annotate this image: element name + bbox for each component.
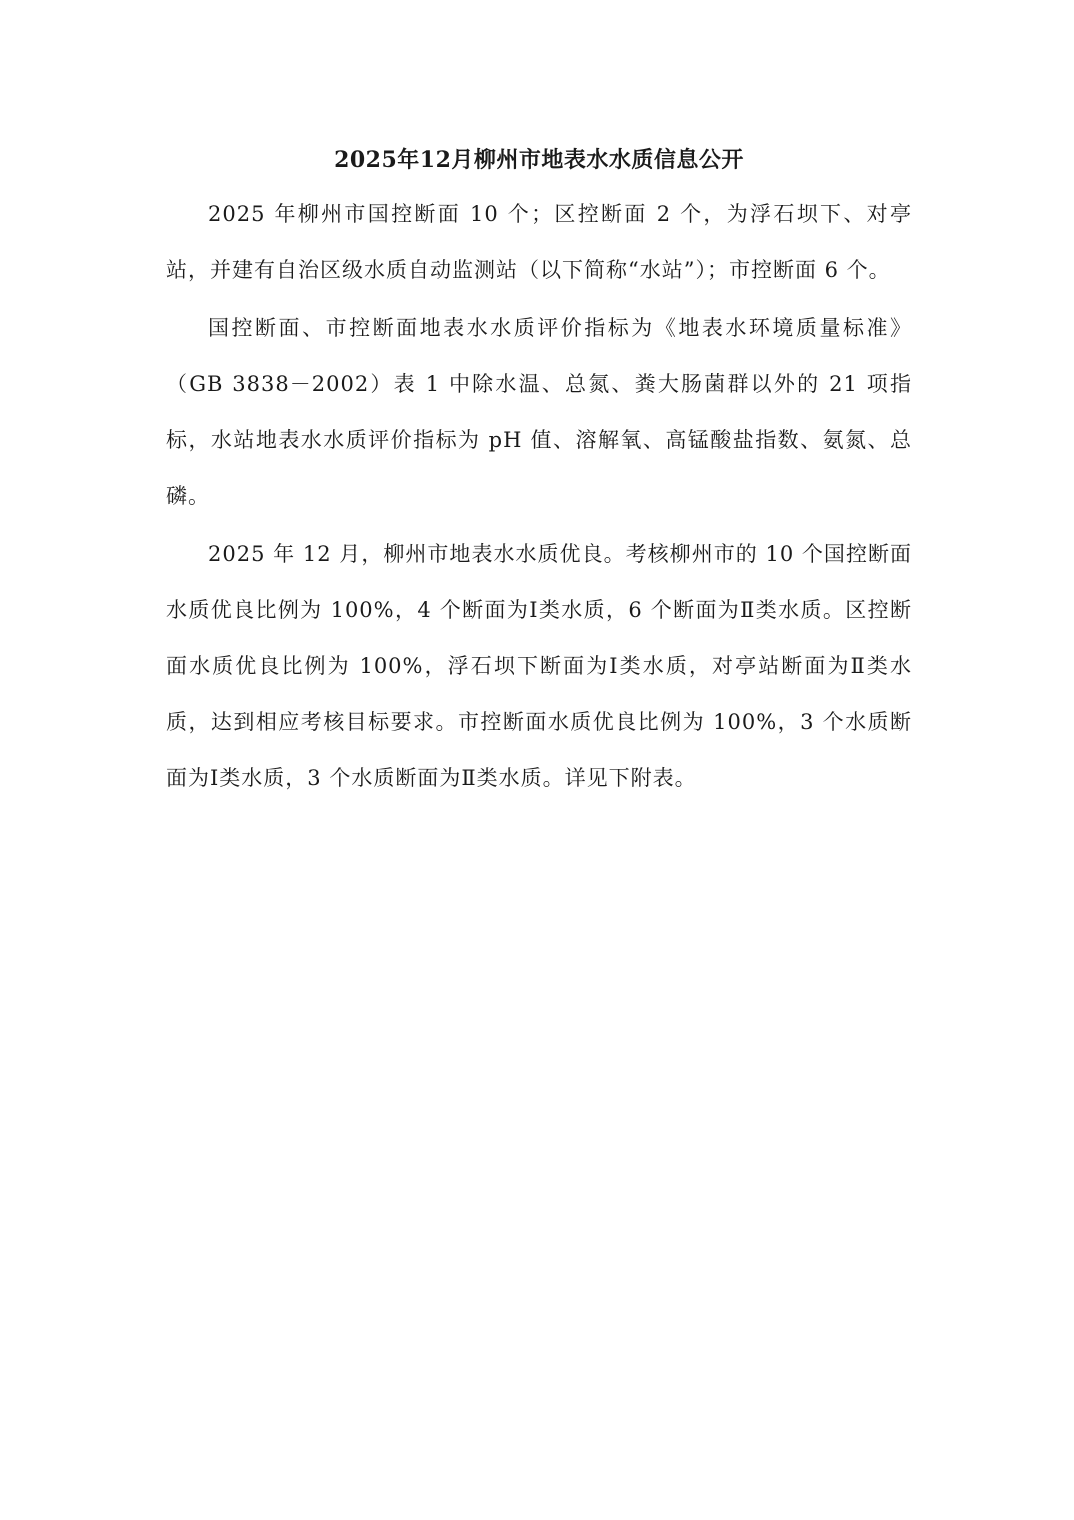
document-title: 2025年12月柳州市地表水水质信息公开 (334, 147, 744, 173)
document-body (166, 138, 912, 806)
paragraph-december-results: 2025 年 12 月，柳州市地表水水质优良。考核柳州市的 10 个国控断面水质优良比例为 100%，4 个断面为Ⅰ类水质，6 个断面为Ⅱ类水质。区控断面水质优良比例为 100%，浮石坝下断面为Ⅰ类水质，对亭站断面为Ⅱ类水质，达到相应考核目标要求。市控断面水质优良比例为 100%，3 个水质断面为Ⅰ类水质，3 个水质断面为Ⅱ类水质。详见下附表。 (166, 542, 912, 790)
paragraph-sections-overview: 2025 年柳州市国控断面 10 个；区控断面 2 个，为浮石坝下、对亭站，并建有自治区级水质自动监测站（以下简称“水站”）；市控断面 6 个。 (166, 202, 912, 282)
paragraph-evaluation-indicators: 国控断面、市控断面地表水水质评价指标为《地表水环境质量标准》（GB 3838－2002）表 1 中除水温、总氮、粪大肠菌群以外的 21 项指标，水站地表水水质评价指标为 pH 值、溶解氧、高锰酸盐指数、氨氮、总磷。 (166, 316, 912, 508)
